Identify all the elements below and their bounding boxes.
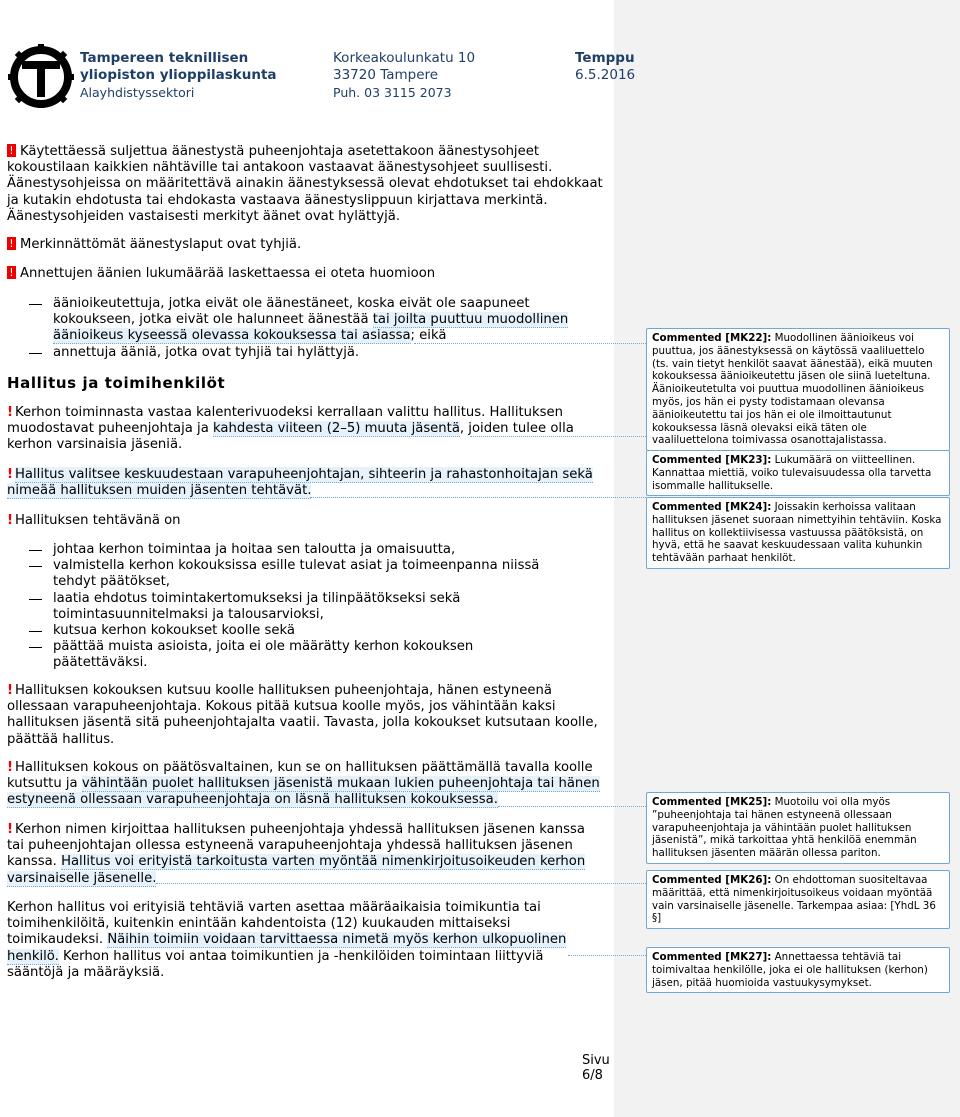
org-sector: Alayhdistyssektori — [80, 85, 195, 100]
comment-connector — [310, 497, 646, 498]
paragraph-committees: Kerhon hallitus voi erityisiä tehtäviä varten asettaa määräaikaisia toimikuntia tai toimihenkilöitä, kuitenkin enintään kahdentoista (12) kuukauden mittaiseksi toimikaudeksi. Näihin toimiin voidaan tarvittaessa nimetä myös kerhon ulkopuolinen henkilö. Kerhon hallitus voi antaa toimikuntien ja -henkilöiden toimintaan liittyviä sääntöjä ja määräyksiä. — [7, 900, 567, 980]
comment-mk23[interactable] — [646, 450, 950, 496]
comment-mk24[interactable] — [646, 497, 950, 569]
tty-logo-icon — [8, 44, 74, 108]
comment-connector — [568, 955, 646, 956]
list-item: valmistella kerhon kokouksissa esille tulevat asiat ja toimeenpanna niissä tehdyt päätökset, — [7, 558, 567, 590]
comment-connector — [498, 806, 646, 807]
comment-body: Annettaessa tehtäviä tai toimivaltaa henkilölle, joka ei ole hallituksen (kerhon) jäsen, pitää huomioida vastuukysymykset. — [652, 951, 928, 989]
paragraph-quorum: ! Hallituksen kokous on päätösvaltainen, kun se on hallituksen päättämällä tavalla koolle kutsuttu ja vähintään puolet hallituksen jäsenistä mukaan lukien puheenjohtaja tai hänen estyneenä ollessaan varapuheenjohtaja on läsnä hallituksen kokouksessa. — [7, 760, 600, 808]
club-block — [575, 50, 635, 84]
comment-header: Commented [MK25]: — [652, 796, 772, 808]
board-duties-list — [7, 542, 567, 672]
comment-marker[interactable]: ! — [7, 144, 16, 157]
address-phone: Puh. 03 3115 2073 — [333, 85, 452, 100]
list-item: annettuja ääniä, jotka ovat tyhjiä tai hylättyjä. — [7, 345, 603, 361]
comment-header: Commented [MK27]: — [652, 951, 772, 963]
list-item: laatia ehdotus toimintakertomukseksi ja tilinpäätökseksi sekä toimintasuunnitelmaksi ja talousarvioksi, — [7, 591, 483, 623]
list-item: päättää muista asioista, joita ei ole määrätty kerhon kokouksen päätettäväksi. — [7, 639, 567, 671]
paragraph-board-meeting-call: ! Hallituksen kokouksen kutsuu koolle hallituksen puheenjohtaja, hänen estyneenä ollessaan varapuheenjohtaja. Kokous pitää kutsua koolle myös, jos vähintään kaksi hallituksen jäsentä sitä puheenjohtajalta vaatii. Tavasta, jolla kokoukset kutsutaan koolle, päättää hallitus. — [7, 683, 598, 747]
comment-body: On ehdottoman suositeltavaa määrittää, että nimenkirjoitusoikeus voidaan myöntää vain varsinaiselle jäsenelle. Tarkempaa asiaa: [YhdL 36 §] — [652, 874, 936, 925]
comment-body: Muotoilu voi olla myös ”puheenjohtaja tai hänen estyneenä ollessaan varapuheenjohtaja ja vähintään puolet hallituksen jäsenistä”, mikä tarkoittaa yhtä henkilöä enemmän hallituksen jäsenten määrän ollessa pariton. — [652, 796, 917, 860]
comment-mk22[interactable] — [646, 328, 950, 451]
address-city: 33720 Tampere — [333, 67, 439, 83]
comment-marker[interactable]: ! — [7, 467, 14, 482]
comment-mk25[interactable] — [646, 792, 950, 864]
paragraph-empty-ballots — [7, 237, 603, 253]
comment-header: Commented [MK24]: — [652, 501, 772, 513]
paragraph-board-duties: ! Hallituksen tehtävänä on — [7, 513, 181, 528]
comment-header: Commented [MK26]: — [652, 874, 772, 886]
comment-header: Commented [MK22]: — [652, 332, 772, 344]
paragraph-text: Käytettäessä suljettua äänestystä puheenjohtaja asetettakoon äänestysohjeet kokoustilaan kaikkien nähtäville tai antakoon vastaavat äänestysohjeet suullisesti. Äänestysohjeissa on määritettävä ainakin äänestyksessä olevat ehdotukset tai ehdokkaat ja kutakin ehdotusta tai ehdokasta vastaava äänestyslippuun kirjattava merkintä. Äänestysohjeiden vastaisesti merkityt äänet ovat hylättyjä. — [7, 144, 603, 224]
section-heading: Hallitus ja toimihenkilöt — [7, 374, 226, 392]
paragraph-signing-authority: ! Kerhon nimen kirjoittaa hallituksen puheenjohtaja yhdessä hallituksen jäsenen kanssa tai puheenjohtajan ollessa estyneenä varapuheenjohtaja yhdessä hallituksen jäsenen kanssa. Hallitus voi erityistä tarkoitusta varten myöntää nimenkirjoitusoikeuden kerhon varsinaiselle jäsenelle. — [7, 822, 586, 886]
org-name-line1: Tampereen teknillisen — [80, 50, 249, 66]
commented-highlight[interactable]: tai joilta puuttuu muodollinen äänioikeus kyseessä olevassa kokouksessa tai asiassa — [53, 312, 569, 344]
list-item: kutsua kerhon kokoukset koolle sekä — [7, 623, 567, 639]
comment-marker[interactable]: ! — [7, 513, 14, 528]
commented-highlight[interactable]: Näihin toimiin voidaan tarvittaessa nimetä myös kerhon ulkopuolinen henkilö. — [7, 932, 567, 964]
comment-marker[interactable]: ! — [7, 760, 14, 775]
address-block — [333, 50, 475, 102]
list-item: äänioikeutettuja, jotka eivät ole äänestäneet, koska eivät ole saapuneet kokoukseen, jotka eivät ole halunneet äänestää tai joilta puuttuu muodollinen äänioikeus kyseessä olevassa kokouksessa tai asiassa; eikä — [7, 296, 603, 345]
club-name: Temppu — [575, 50, 635, 66]
commented-highlight[interactable]: Hallitus voi erityistä tarkoitusta varten myöntää nimenkirjoitusoikeuden kerhon varsinaiselle jäsenelle. — [7, 854, 586, 886]
paragraph-text: Annettujen äänien lukumäärää laskettaessa ei oteta huomioon — [20, 266, 436, 281]
paragraph-text: Merkinnättömät äänestyslaput ovat tyhjiä. — [20, 237, 302, 252]
comment-body: Joissakin kerhoissa valitaan hallituksen jäsenet suoraan nimettyihin tehtäviin. Koska hallitus on kollektiivisessa vastuussa päätöksistä, on hyvä, että he saavat keskuudessaan valita kuhunkin tehtävään parhaat henkilöt. — [652, 501, 942, 565]
comment-marker[interactable]: ! — [7, 822, 14, 837]
commented-highlight[interactable]: kahdesta viiteen (2–5) muuta jäsentä — [212, 421, 460, 437]
paragraph-board-roles — [7, 467, 603, 499]
comment-body: Lukumäärä on viitteellinen. Kannattaa miettiä, voiko tulevaisuudessa olla tarvetta isommalle hallitukselle. — [652, 454, 932, 492]
comment-header: Commented [MK23]: — [652, 454, 772, 466]
commented-highlight[interactable]: vähintään puolet hallituksen jäsenistä mukaan lukien puheenjohtaja tai hänen estyneenä ollessaan varapuheenjohtaja on läsnä hallituksen kokouksessa. — [7, 776, 600, 808]
document-date: 6.5.2016 — [575, 67, 636, 83]
comment-connector — [414, 343, 646, 344]
page-number: Sivu 6/8 — [582, 1053, 610, 1083]
commented-highlight[interactable]: Hallitus valitsee keskuudestaan varapuheenjohtajan, sihteerin ja rahastonhoitajan sekä nimeää hallituksen muiden jäsenten tehtävät. — [7, 467, 593, 499]
comment-marker[interactable]: ! — [7, 237, 16, 250]
paragraph-closed-ballot — [7, 144, 603, 225]
comment-mk26[interactable] — [646, 870, 950, 929]
comment-marker[interactable]: ! — [7, 266, 16, 279]
comment-marker[interactable]: ! — [7, 405, 14, 420]
comment-body: Muodollinen äänioikeus voi puuttua, jos äänestyksessä on käytössä vaaliluettelo (ts. vain tietyt henkilöt saavat äänestää), eikä muuten kokouksessa äänioikeutettu jäsen ole siinä lueteltuna. Äänioikeutetulta voi puuttua muodollinen äänioikeus myös, jos hän ei pysty todistamaan olevansa äänioikeutettu tai jos hän ei ole ilmoittautunut kokouksessa läsnä olevaksi eikä täten ole vaaliluettelona toimivassa osanottajalistassa. — [652, 332, 933, 447]
paragraph-board-composition: ! Kerhon toiminnasta vastaa kalenterivuodeksi kerrallaan valittu hallitus. Hallituksen muodostavat puheenjohtaja ja kahdesta viiteen (2–5) muuta jäsentä, joiden tulee olla kerhon varsinaisia jäseniä. — [7, 405, 574, 453]
comment-connector — [156, 883, 646, 884]
paragraph-vote-count — [7, 266, 603, 282]
address-street: Korkeakoulunkatu 10 — [333, 50, 476, 66]
vote-count-list — [7, 296, 603, 361]
comment-marker[interactable]: ! — [7, 683, 14, 698]
list-item: johtaa kerhon toimintaa ja hoitaa sen taloutta ja omaisuutta, — [7, 542, 567, 558]
comment-mk27[interactable] — [646, 947, 950, 993]
comment-connector — [470, 436, 646, 437]
org-name-block — [80, 50, 277, 102]
org-name-line2: yliopiston ylioppilaskunta — [80, 67, 277, 83]
